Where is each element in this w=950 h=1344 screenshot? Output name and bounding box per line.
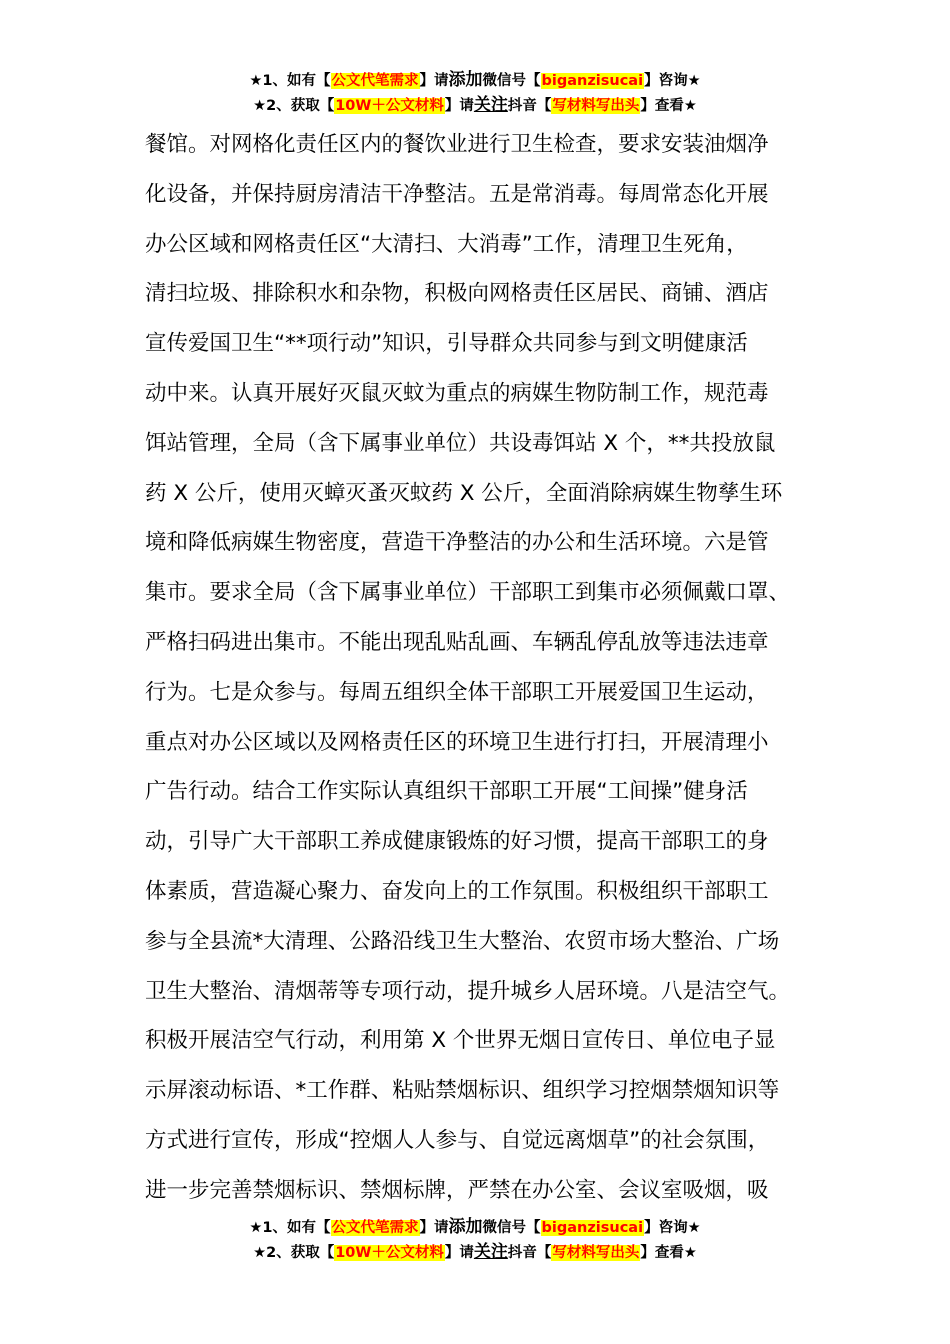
body-line: 化设备，并保持厨房清洁干净整洁。五是常消毒。每周常态化开展 bbox=[145, 181, 769, 207]
promo-highlight: 10W＋公文材料 bbox=[335, 98, 444, 114]
promo-line-2 bbox=[0, 1240, 950, 1265]
body-line: 严格扫码进出集市。不能出现乱贴乱画、车辆乱停乱放等违法违章 bbox=[145, 629, 769, 655]
promo-highlight: 公文代笔需求 bbox=[331, 73, 419, 89]
body-line: 动，引导广大干部职工养成健康锻炼的好习惯，提高干部职工的身 bbox=[145, 829, 769, 855]
body-line: 方式进行宣传，形成“控烟人人参与、自觉远离烟草”的社会氛围， bbox=[145, 1127, 770, 1153]
body-line: 进一步完善禁烟标识、禁烟标牌，严禁在办公室、会议室吸烟，吸 bbox=[145, 1177, 769, 1203]
promo-text: 】咨询★ bbox=[644, 73, 701, 89]
promo-highlight: 写材料写出头 bbox=[552, 98, 640, 114]
promo-text: 抖音【 bbox=[507, 98, 552, 114]
promo-text: ★1、如有【 bbox=[249, 73, 331, 89]
promo-line-2 bbox=[0, 93, 950, 118]
promo-text: ★2、获取【 bbox=[253, 98, 335, 114]
promo-text: 】请 bbox=[444, 98, 474, 114]
body-line: 积极开展洁空气行动，利用第 X 个世界无烟日宣传日、单位电子显 bbox=[145, 1028, 776, 1054]
promo-text: 】请 bbox=[444, 1245, 474, 1261]
body-line: 药 X 公斤，使用灭蟑灭蚤灭蚊药 X 公斤，全面消除病媒生物孳生环 bbox=[145, 480, 783, 506]
promo-highlight: 写材料写出头 bbox=[552, 1245, 640, 1261]
promo-text: 微信号【 bbox=[482, 73, 541, 89]
promo-text: ★2、获取【 bbox=[253, 1245, 335, 1261]
promo-text: 】查看★ bbox=[640, 1245, 697, 1261]
promo-header-top bbox=[0, 68, 950, 118]
promo-emphasis: 添加 bbox=[448, 1217, 483, 1237]
promo-line-1 bbox=[0, 68, 950, 93]
body-line: 参与全县流*大清理、公路沿线卫生大整治、农贸市场大整治、广场 bbox=[145, 928, 780, 954]
body-line: 动中来。认真开展好灭鼠灭蚊为重点的病媒生物防制工作，规范毒 bbox=[145, 380, 769, 406]
promo-text: 】查看★ bbox=[640, 98, 697, 114]
promo-highlight: 10W＋公文材料 bbox=[335, 1245, 444, 1261]
body-line: 重点对办公区域以及网格责任区的环境卫生进行打扫，开展清理小 bbox=[145, 729, 769, 755]
promo-footer-bottom bbox=[0, 1215, 950, 1265]
promo-text: ★1、如有【 bbox=[249, 1220, 331, 1236]
promo-highlight: 公文代笔需求 bbox=[331, 1220, 419, 1236]
body-line: 境和降低病媒生物密度，营造干净整洁的办公和生活环境。六是管 bbox=[145, 530, 769, 556]
body-line: 行为。七是众参与。每周五组织全体干部职工开展爱国卫生运动， bbox=[145, 679, 769, 705]
promo-text: 】请 bbox=[419, 1220, 449, 1236]
body-line: 宣传爱国卫生“**项行动”知识，引导群众共同参与到文明健康活 bbox=[145, 331, 748, 357]
promo-highlight: biganzisucai bbox=[541, 1220, 644, 1236]
promo-text: 微信号【 bbox=[482, 1220, 541, 1236]
body-line: 示屏滚动标语、*工作群、粘贴禁烟标识、组织学习控烟禁烟知识等 bbox=[145, 1078, 780, 1104]
body-line: 卫生大整治、清烟蒂等专项行动，提升城乡人居环境。八是洁空气。 bbox=[145, 978, 791, 1004]
promo-text: 抖音【 bbox=[507, 1245, 552, 1261]
body-line: 广告行动。结合工作实际认真组织干部职工开展“工间操”健身活 bbox=[145, 779, 748, 805]
promo-emphasis: 关注 bbox=[473, 95, 508, 115]
promo-line-1 bbox=[0, 1215, 950, 1240]
promo-emphasis: 关注 bbox=[473, 1242, 508, 1262]
document-body bbox=[145, 120, 835, 1216]
promo-text: 】请 bbox=[419, 73, 449, 89]
body-line: 办公区域和网格责任区“大清扫、大消毒”工作，清理卫生死角， bbox=[145, 231, 748, 257]
body-line: 饵站管理，全局（含下属事业单位）共设毒饵站 X 个，**共投放鼠 bbox=[145, 430, 776, 456]
promo-text: 】咨询★ bbox=[644, 1220, 701, 1236]
body-line: 集市。要求全局（含下属事业单位）干部职工到集市必须佩戴口罩、 bbox=[145, 580, 791, 606]
promo-highlight: biganzisucai bbox=[541, 73, 644, 89]
body-line: 清扫垃圾、排除积水和杂物，积极向网格责任区居民、商铺、酒店 bbox=[145, 281, 769, 307]
body-line: 体素质，营造凝心聚力、奋发向上的工作氛围。积极组织干部职工 bbox=[145, 878, 769, 904]
promo-emphasis: 添加 bbox=[448, 70, 483, 90]
body-line: 餐馆。对网格化责任区内的餐饮业进行卫生检查，要求安装油烟净 bbox=[145, 132, 769, 157]
